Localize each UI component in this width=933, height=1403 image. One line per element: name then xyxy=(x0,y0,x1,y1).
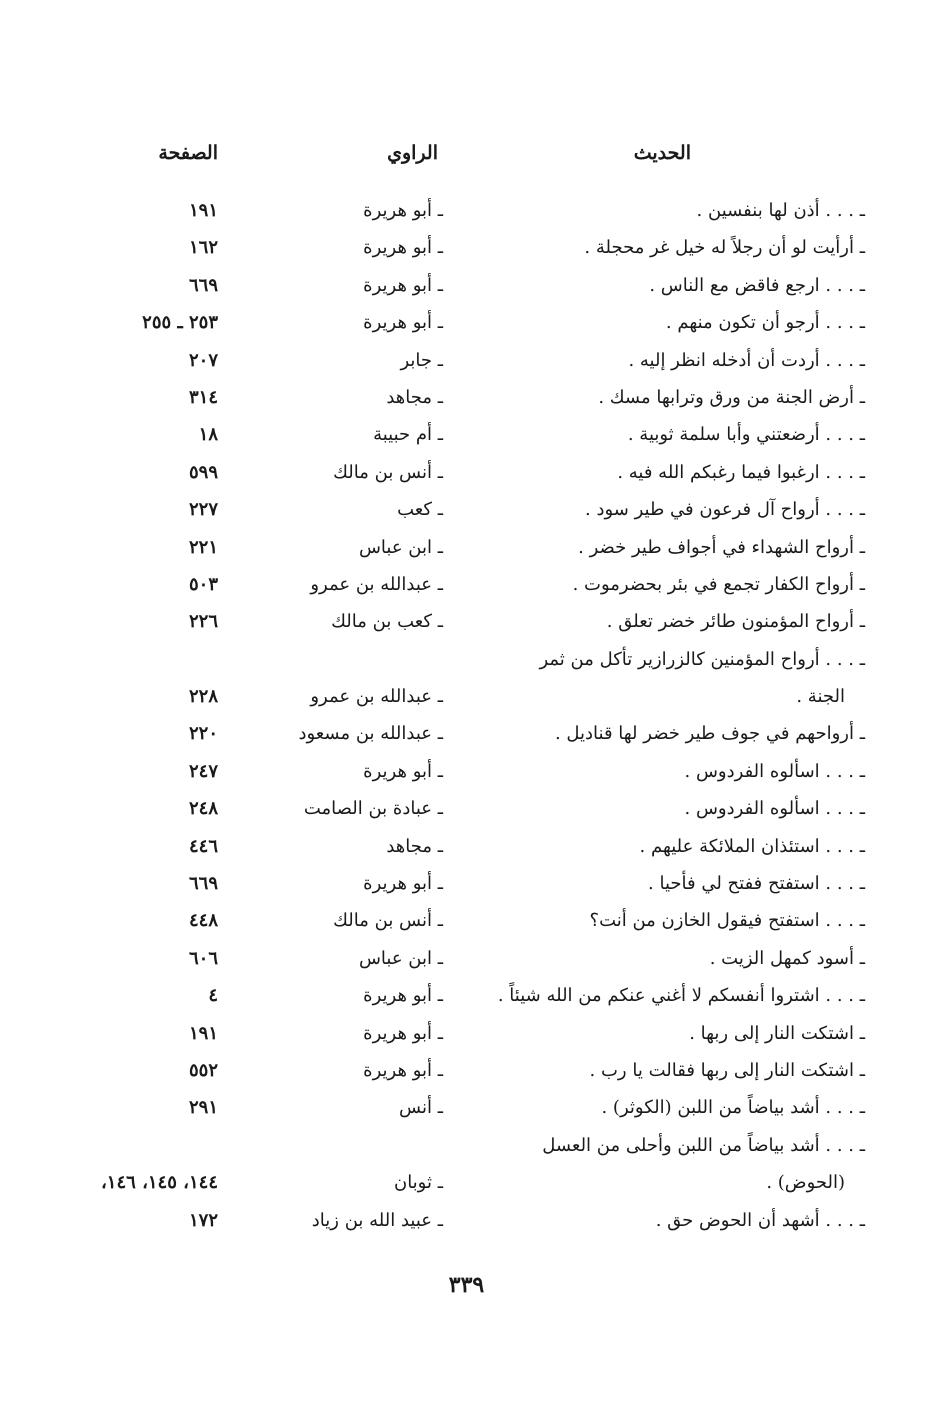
page-reference: ٢٢١ xyxy=(188,536,218,558)
table-row xyxy=(0,1015,933,1052)
hadith-text: ـ أرض الجنة من ورق وترابها مسك . xyxy=(598,386,865,408)
hadith-text: ـ أسود كمهل الزيت . xyxy=(709,947,865,969)
narrator-name: ـ عبدالله بن مسعود xyxy=(298,723,443,745)
table-header xyxy=(0,142,933,178)
table-row xyxy=(0,491,933,528)
hadith-index-table xyxy=(0,192,933,1239)
hadith-text: ـ أرواحهم في جوف طير خضر لها قناديل . xyxy=(554,723,865,745)
hadith-text: ـ . . . اسألوه الفردوس . xyxy=(684,798,865,820)
table-row xyxy=(0,940,933,977)
narrator-name: ـ أنس بن مالك xyxy=(333,461,443,483)
narrator-name: ـ أبو هريرة xyxy=(363,237,443,259)
narrator-name: ـ أنس xyxy=(399,1097,443,1119)
table-row xyxy=(0,529,933,566)
page-reference: ٢٥٣ ـ ٢٥٥ xyxy=(142,312,218,334)
page-reference: ٥٩٩ xyxy=(188,461,218,483)
page-reference: ١٩١ xyxy=(188,1022,218,1044)
page-reference: ٢٢٠ xyxy=(188,723,218,745)
table-row xyxy=(0,267,933,304)
page-reference: ٤٤٨ xyxy=(188,910,218,932)
hadith-text: ـ أرواح الشهداء في أجواف طير خضر . xyxy=(578,536,865,558)
table-row xyxy=(0,603,933,640)
hadith-text: ـ . . . اشتروا أنفسكم لا أغني عنكم من الله شيئاً . xyxy=(497,985,865,1007)
table-row xyxy=(0,1202,933,1239)
hadith-text: (الحوض) . xyxy=(766,1172,845,1194)
narrator-name: ـ أبو هريرة xyxy=(363,274,443,296)
page-reference: ٥٥٢ xyxy=(188,1059,218,1081)
hadith-text: ـ . . . أرضعتني وأبا سلمة ثوبية . xyxy=(627,424,865,446)
narrator-name: ـ أبو هريرة xyxy=(363,1022,443,1044)
narrator-name: ـ عبادة بن الصامت xyxy=(303,798,443,820)
table-row xyxy=(0,192,933,229)
table-row xyxy=(0,304,933,341)
hadith-text: ـ اشتكت النار إلى ربها فقالت يا رب . xyxy=(589,1059,865,1081)
page-reference: ٢٤٨ xyxy=(188,798,218,820)
hadith-text: ـ اشتكت النار إلى ربها . xyxy=(689,1022,865,1044)
page-reference: ٢٩١ xyxy=(188,1097,218,1119)
hadith-text: ـ . . . استئذان الملائكة عليهم . xyxy=(639,835,865,857)
page-reference: ٤ xyxy=(208,985,218,1007)
narrator-name: ـ كعب xyxy=(397,499,443,521)
page-reference: ١٦٢ xyxy=(188,237,218,259)
narrator-name: ـ أم حبيبة xyxy=(373,424,443,446)
narrator-name: ـ كعب بن مالك xyxy=(331,611,443,633)
hadith-text: ـ . . . أشد بياضاً من اللبن وأحلى من العسل xyxy=(542,1134,865,1156)
page-reference: ٣١٤ xyxy=(188,386,218,408)
narrator-name: ـ عبدالله بن عمرو xyxy=(310,686,443,708)
table-row xyxy=(0,828,933,865)
table-row xyxy=(0,342,933,379)
narrator-name: ـ مجاهد xyxy=(386,386,443,408)
column-header-rawi: الراوي xyxy=(387,142,438,164)
hadith-text: ـ أرواح الكفار تجمع في بئر بحضرموت . xyxy=(572,573,865,595)
table-row xyxy=(0,379,933,416)
page-reference: ١٩١ xyxy=(188,200,218,221)
page-reference: ٢٢٧ xyxy=(188,499,218,521)
hadith-text: ـ . . . استفتح ففتح لي فأحيا . xyxy=(648,873,865,895)
hadith-text: ـ . . . اسألوه الفردوس . xyxy=(684,760,865,782)
narrator-name: ـ جابر xyxy=(400,349,443,371)
narrator-name: ـ أبو هريرة xyxy=(363,985,443,1007)
narrator-name: ـ ثوبان xyxy=(393,1172,443,1194)
narrator-name: ـ أبو هريرة xyxy=(363,1059,443,1081)
page-reference: ١٧٢ xyxy=(188,1209,218,1231)
narrator-name: ـ عبيد الله بن زياد xyxy=(311,1209,443,1231)
hadith-text: ـ . . . ارجع فاقض مع الناس . xyxy=(649,274,865,296)
table-row xyxy=(0,1164,933,1201)
narrator-name: ـ ابن عباس xyxy=(358,536,443,558)
hadith-text: ـ . . . أذن لها بنفسين . xyxy=(696,200,865,221)
hadith-text: ـ . . . أرجو أن تكون منهم . xyxy=(665,312,865,334)
table-row xyxy=(0,753,933,790)
page-reference: ٦٦٩ xyxy=(188,873,218,895)
page-reference: ٥٠٣ xyxy=(188,573,218,595)
table-row xyxy=(0,865,933,902)
hadith-text: ـ . . . أردت أن أدخله انظر إليه . xyxy=(628,349,865,371)
table-row xyxy=(0,566,933,603)
page-reference: ٢٢٦ xyxy=(188,611,218,633)
table-row xyxy=(0,977,933,1014)
page-reference: ٢٠٧ xyxy=(188,349,218,371)
narrator-name: ـ ابن عباس xyxy=(358,947,443,969)
hadith-text: ـ . . . أشهد أن الحوض حق . xyxy=(655,1209,865,1231)
hadith-text: ـ . . . استفتح فيقول الخازن من أنت؟ xyxy=(589,910,865,932)
page-number: ٣٣٩ xyxy=(448,1272,485,1298)
table-row xyxy=(0,790,933,827)
hadith-text: ـ . . . أرواح المؤمنين كالزرازير تأكل من ثمر xyxy=(539,648,865,670)
table-row xyxy=(0,1052,933,1089)
table-row xyxy=(0,715,933,752)
table-row xyxy=(0,1089,933,1126)
narrator-name: ـ أنس بن مالك xyxy=(333,910,443,932)
table-row xyxy=(0,641,933,678)
page-reference: ٢٢٨ xyxy=(188,686,218,708)
hadith-text: ـ . . . ارغبوا فيما رغبكم الله فيه . xyxy=(617,461,865,483)
hadith-text: الجنة . xyxy=(796,686,845,708)
page-reference: ٦٦٩ xyxy=(188,274,218,296)
narrator-name: ـ أبو هريرة xyxy=(363,873,443,895)
column-header-hadith: الحديث xyxy=(633,142,691,164)
hadith-text: ـ . . . أرواح آل فرعون في طير سود . xyxy=(585,499,865,521)
table-row xyxy=(0,1127,933,1164)
hadith-text: ـ أرواح المؤمنون طائر خضر تعلق . xyxy=(606,611,865,633)
table-row xyxy=(0,416,933,453)
page-reference: ١٤٤، ١٤٥، ١٤٦، xyxy=(100,1172,218,1194)
narrator-name: ـ عبدالله بن عمرو xyxy=(310,573,443,595)
page-reference: ٤٤٦ xyxy=(188,835,218,857)
table-row xyxy=(0,678,933,715)
narrator-name: ـ أبو هريرة xyxy=(363,312,443,334)
table-row xyxy=(0,902,933,939)
column-header-page: الصفحة xyxy=(158,142,218,164)
table-row xyxy=(0,454,933,491)
narrator-name: ـ مجاهد xyxy=(386,835,443,857)
table-row xyxy=(0,229,933,266)
narrator-name: ـ أبو هريرة xyxy=(363,200,443,221)
narrator-name: ـ أبو هريرة xyxy=(363,760,443,782)
page-reference: ١٨ xyxy=(198,424,218,446)
hadith-text: ـ . . . أشد بياضاً من اللبن (الكوثر) . xyxy=(601,1097,865,1119)
page-reference: ٢٤٧ xyxy=(188,760,218,782)
page-reference: ٦٠٦ xyxy=(188,947,218,969)
hadith-text: ـ أرأيت لو أن رجلاً له خيل غر محجلة . xyxy=(584,237,865,259)
